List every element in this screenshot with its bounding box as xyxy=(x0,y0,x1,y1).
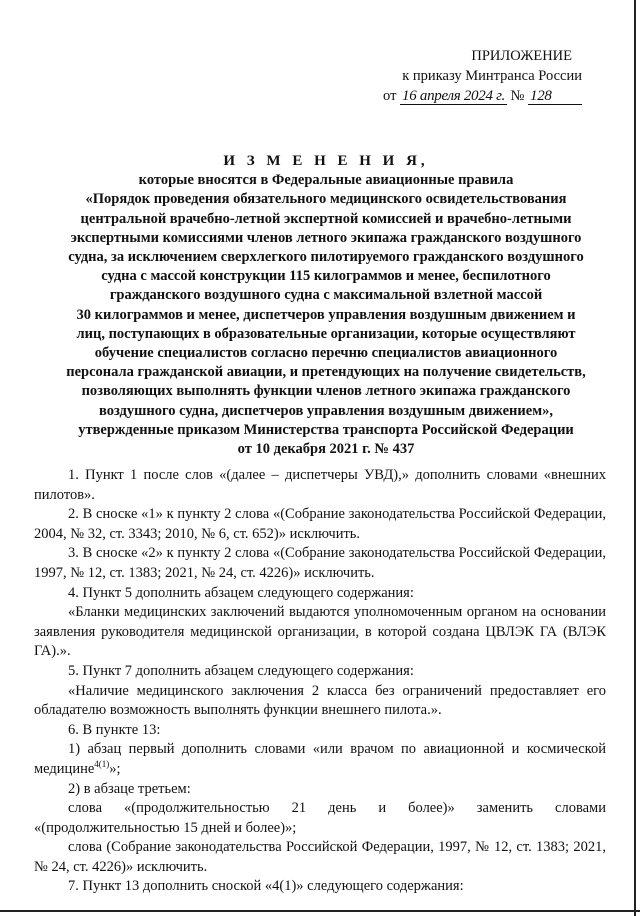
title-line: «Порядок проведения обязательного медицинского освидетельствования xyxy=(85,191,567,208)
scan-edge-bottom xyxy=(0,910,640,912)
paragraph-6-2a: слова «(продолжительностью 21 день и более)» заменить словами «(продолжительностью 15 дней и более)»; xyxy=(34,800,606,836)
paragraph-4-quote: «Бланки медицинских заключений выдаются уполномоченным органом на основании заявления руководителя медицинской организации, в которой создана ЦВЛЭК ГА (ВЛЭК ГА).». xyxy=(34,604,606,660)
paragraph-4: 4. Пункт 5 дополнить абзацем следующего содержания: xyxy=(68,584,414,601)
title-heading: И З М Е Н Е Н И Я, xyxy=(223,153,429,169)
paragraph-6-2b: слова (Собрание законодательства Российской Федерации, 1997, № 12, ст. 1383; 2021, № 24, ст. 4226)» исключить. xyxy=(34,839,606,875)
appendix-heading: ПРИЛОЖЕНИЕ xyxy=(471,48,572,64)
paragraph-1: 1. Пункт 1 после слов «(далее – диспетчеры УВД),» дополнить словами «внешних пилотов». xyxy=(34,467,606,503)
title-line: позволяющих выполнять функции членов летного экипажа гражданского xyxy=(81,383,571,400)
title-line: воздушного судна, диспетчеров управления воздушным движением», xyxy=(99,402,553,419)
document-body xyxy=(34,466,606,897)
paragraph-5-quote: «Наличие медицинского заключения 2 класса без ограничений предоставляет его обладателю возможность выполнять функции внешнего пилота.». xyxy=(34,682,606,719)
title-line: центральной врачебно-летной экспертной комиссией и врачебно-летными xyxy=(80,210,572,227)
title-line: которые вносятся в Федеральные авиационные правила xyxy=(138,172,514,189)
handwritten-date: 16 апреля 2024 г. xyxy=(402,88,505,104)
paragraph-6-1-text: 1) абзац первый дополнить словами «или врачом по авиационной и космической медицине xyxy=(34,741,606,777)
number-prefix: № xyxy=(510,88,525,104)
paragraph-5: 5. Пункт 7 дополнить абзацем следующего содержания: xyxy=(68,662,414,679)
title-line: судна, за исключением сверхлегкого пилотируемого гражданского воздушного xyxy=(68,249,584,266)
title-line: гражданского воздушного судна с максимальной взлетной массой xyxy=(109,287,543,304)
title-line: утвержденные приказом Министерства транспорта Российской Федерации xyxy=(78,421,574,438)
paragraph-3: 3. В сноске «2» к пункту 2 слова «(Собрание законодательства Российской Федерации, 1997, № 12, ст. 1383; 2021, № 24, ст. 4226)» исключить. xyxy=(34,545,606,581)
scan-edge-right xyxy=(634,0,636,916)
document-title xyxy=(40,152,612,459)
footnote-ref: 4(1) xyxy=(94,759,110,770)
title-line: судна с массой конструкции 115 килограммов и менее, беспилотного xyxy=(101,268,551,285)
paragraph-6: 6. В пункте 13: xyxy=(68,721,161,738)
paragraph-6-1 xyxy=(34,740,606,779)
title-line: персонала гражданской авиации, и претендующих на получение свидетельств, xyxy=(66,364,586,381)
title-line: 30 килограммов и менее, диспетчеров управления воздушным движением и xyxy=(76,306,576,323)
title-line: лиц, поступающих в образовательные организации, которые осуществляют xyxy=(76,325,576,342)
paragraph-6-1-end: »; xyxy=(109,760,121,777)
title-line: экспертными комиссиями членов летного экипажа гражданского воздушного xyxy=(70,229,582,246)
appendix-date-line xyxy=(383,86,582,106)
appendix-block xyxy=(383,46,582,106)
date-prefix: от xyxy=(383,88,397,104)
paragraph-6-2: 2) в абзаце третьем: xyxy=(68,780,191,797)
paragraph-2: 2. В сноске «1» к пункту 2 слова «(Собрание законодательства Российской Федерации, 2004, № 32, ст. 3343; 2010, № 6, ст. 652)» исключить. xyxy=(34,506,606,542)
paragraph-7: 7. Пункт 13 дополнить сноской «4(1)» следующего содержания: xyxy=(68,878,464,895)
title-line: от 10 декабря 2021 г. № 437 xyxy=(237,441,415,458)
appendix-order-line: к приказу Минтранса России xyxy=(402,68,582,84)
handwritten-number: 128 xyxy=(528,88,582,105)
title-line: обучение специалистов согласно перечню специалистов авиационного xyxy=(94,345,558,362)
